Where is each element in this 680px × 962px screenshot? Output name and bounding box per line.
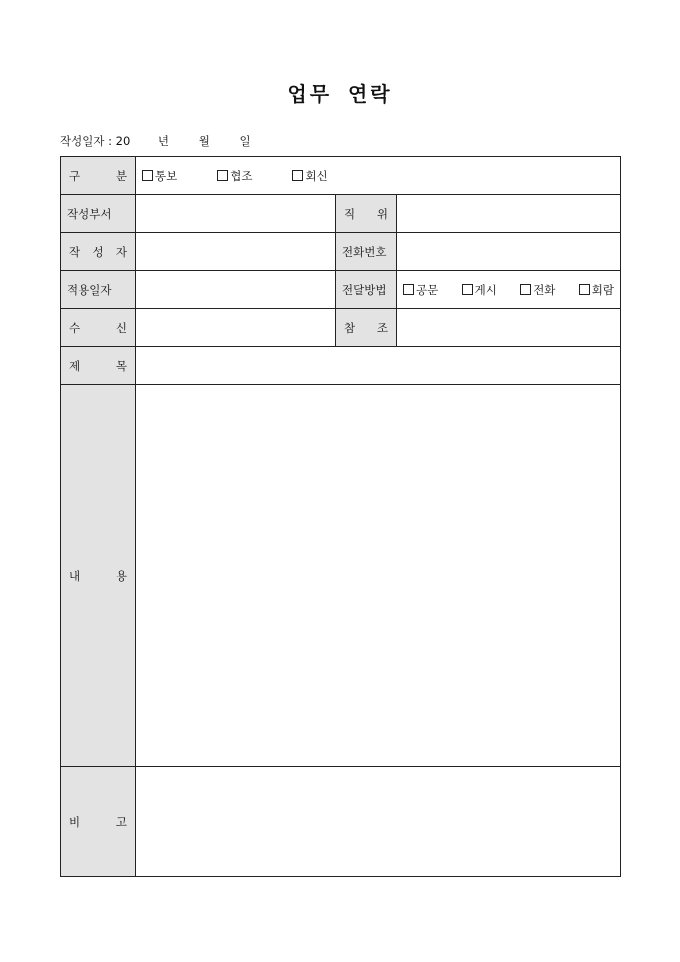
option-posting[interactable]: 게시 [462,282,497,298]
phone-field[interactable] [397,233,621,271]
method-options [397,271,621,309]
option-circulation[interactable]: 회람 [579,282,614,298]
checkbox-icon [292,170,303,181]
recipient-label: 수 신 [61,309,136,347]
creation-date [60,133,251,149]
option-notice[interactable]: 통보 [142,168,177,184]
content-label: 내 용 [61,385,136,767]
subject-row [61,347,621,385]
checkbox-icon [403,284,414,295]
author-field[interactable] [136,233,336,271]
option-official-letter[interactable]: 공문 [403,282,438,298]
apply-date-field[interactable] [136,271,336,309]
subject-label: 제 목 [61,347,136,385]
option-reply[interactable]: 회신 [292,168,327,184]
creation-date-label: 작성일자 : 20 [60,134,131,148]
date-year-unit: 년 [157,134,170,148]
apply-date-label: 적용일자 [61,271,136,309]
remarks-row [61,767,621,877]
method-label: 전달방법 [336,271,397,309]
document-title: 업무 연락 [287,82,393,106]
category-label: 구 분 [61,157,136,195]
date-day-unit: 일 [239,134,251,148]
apply-date-row [61,271,621,309]
option-cooperation[interactable]: 협조 [217,168,252,184]
department-label: 작성부서 [61,195,136,233]
department-field[interactable] [136,195,336,233]
checkbox-icon [520,284,531,295]
checkbox-icon [462,284,473,295]
reference-field[interactable] [397,309,621,347]
remarks-field[interactable] [136,767,621,877]
position-field[interactable] [397,195,621,233]
phone-label: 전화번호 [336,233,397,271]
position-label: 직 위 [336,195,397,233]
author-label: 작 성 자 [61,233,136,271]
content-row [61,385,621,767]
content-field[interactable] [136,385,621,767]
checkbox-icon [142,170,153,181]
recipient-field[interactable] [136,309,336,347]
author-row [61,233,621,271]
checkbox-icon [217,170,228,181]
reference-label: 참 조 [336,309,397,347]
subject-field[interactable] [136,347,621,385]
option-phone[interactable]: 전화 [520,282,555,298]
remarks-label: 비 고 [61,767,136,877]
category-row [61,157,621,195]
department-row [61,195,621,233]
checkbox-icon [579,284,590,295]
date-month-unit: 월 [198,134,210,148]
category-options [136,157,621,195]
recipient-row [61,309,621,347]
contact-form-table [60,156,621,877]
